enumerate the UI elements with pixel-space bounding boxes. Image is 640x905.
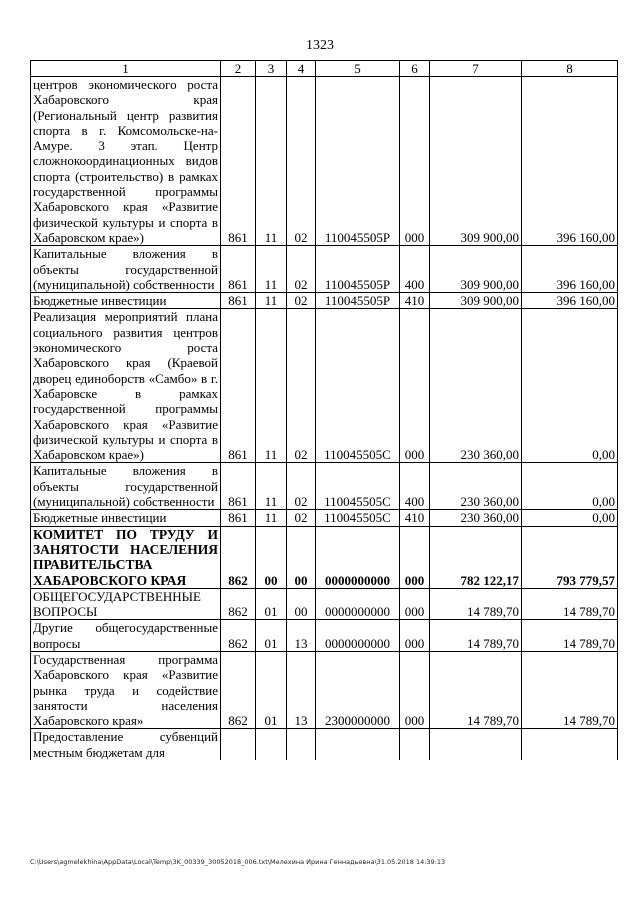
column-header: 6 [400, 61, 430, 77]
table-row-partial [31, 729, 618, 760]
page-number: 1323 [306, 38, 334, 53]
cell-subsection: 00 [287, 526, 316, 588]
cell-ministry: 861 [221, 510, 256, 526]
cell-target-article: 0000000000 [316, 620, 400, 652]
cell-subsection: 00 [287, 588, 316, 620]
cell-amount-2: 0,00 [522, 309, 618, 463]
row-name: Государственная программа Хабаровского края «Развитие рынка труда и содействие занятости населения Хабаровского края» [31, 651, 221, 728]
cell-section: 11 [256, 77, 287, 246]
cell-amount-1: 230 360,00 [430, 309, 522, 463]
cell-amount-1: 14 789,70 [430, 620, 522, 652]
row-name: Капитальные вложения в объекты государственной (муниципальной) собственности [31, 463, 221, 510]
column-header: 1 [31, 61, 221, 77]
cell-amount-1: 782 122,17 [430, 526, 522, 588]
file-path-footer: C:\Users\agmelekhina\AppData\Local\Temp\3K_00339_30052018_006.txt\Мелехина Ирина Геннадьевна\31.05.2018 14:39:13 [30, 858, 446, 866]
cell-subsection [287, 729, 316, 760]
column-header: 2 [221, 61, 256, 77]
cell-amount-2: 14 789,70 [522, 620, 618, 652]
table-row [31, 651, 618, 728]
cell-subsection: 02 [287, 309, 316, 463]
cell-amount-1: 230 360,00 [430, 510, 522, 526]
row-name: КОМИТЕТ ПО ТРУДУ И ЗАНЯТОСТИ НАСЕЛЕНИЯ ПРАВИТЕЛЬСТВА ХАБАРОВСКОГО КРАЯ [31, 526, 221, 588]
column-header: 4 [287, 61, 316, 77]
cell-amount-1: 309 900,00 [430, 293, 522, 309]
cell-target-article: 2300000000 [316, 651, 400, 728]
cell-ministry: 862 [221, 651, 256, 728]
cell-section: 11 [256, 246, 287, 293]
cell-expense-type: 400 [400, 463, 430, 510]
cell-ministry: 862 [221, 588, 256, 620]
cell-amount-1 [430, 729, 522, 760]
cell-section: 01 [256, 588, 287, 620]
cell-amount-1: 14 789,70 [430, 651, 522, 728]
cell-amount-2: 14 789,70 [522, 651, 618, 728]
column-header: 8 [522, 61, 618, 77]
cell-expense-type: 400 [400, 246, 430, 293]
row-name: Другие общегосударственные вопросы [31, 620, 221, 652]
cell-subsection: 02 [287, 510, 316, 526]
table-row [31, 246, 618, 293]
cell-subsection: 02 [287, 463, 316, 510]
cell-expense-type [400, 729, 430, 760]
cell-ministry: 862 [221, 526, 256, 588]
cell-subsection: 02 [287, 77, 316, 246]
row-name: Капитальные вложения в объекты государственной (муниципальной) собственности [31, 246, 221, 293]
row-name: Предоставление субвенций местным бюджетам для [31, 729, 221, 760]
column-header: 5 [316, 61, 400, 77]
row-name: центров экономического роста Хабаровского края (Региональный центр развития спорта в г. Комсомольске-на-Амуре. 3 этап. Центр сложнокоординационных видов спорта (строительство) в рамках государственной программы Хабаровского края «Развитие физической культуры и спорта в Хабаровском крае») [31, 77, 221, 246]
cell-section: 01 [256, 651, 287, 728]
cell-ministry: 861 [221, 309, 256, 463]
cell-section: 11 [256, 510, 287, 526]
cell-subsection: 02 [287, 246, 316, 293]
cell-amount-1: 230 360,00 [430, 463, 522, 510]
cell-expense-type: 410 [400, 293, 430, 309]
table-row [31, 588, 618, 620]
cell-ministry: 861 [221, 463, 256, 510]
cell-amount-2: 396 160,00 [522, 77, 618, 246]
row-name: ОБЩЕГОСУДАРСТВЕННЫЕ ВОПРОСЫ [31, 588, 221, 620]
header-row [31, 61, 618, 77]
row-name: Бюджетные инвестиции [31, 293, 221, 309]
cell-target-article: 110045505С [316, 510, 400, 526]
cell-target-article: 110045505С [316, 309, 400, 463]
row-name: Реализация мероприятий плана социального развития центров экономического роста Хабаровского края (Краевой дворец единоборств «Самбо» в г. Хабаровске в рамках государственной программы Хабаровского края «Развитие физической культуры и спорта в Хабаровском крае») [31, 309, 221, 463]
cell-ministry: 861 [221, 246, 256, 293]
table-row [31, 463, 618, 510]
column-header: 7 [430, 61, 522, 77]
cell-amount-1: 309 900,00 [430, 77, 522, 246]
cell-expense-type: 000 [400, 309, 430, 463]
table-row [31, 510, 618, 526]
table-row [31, 293, 618, 309]
column-header: 3 [256, 61, 287, 77]
cell-target-article: 110045505Р [316, 246, 400, 293]
cell-expense-type: 000 [400, 588, 430, 620]
cell-amount-2 [522, 729, 618, 760]
cell-ministry: 861 [221, 77, 256, 246]
cell-amount-2: 396 160,00 [522, 293, 618, 309]
table-row-total [31, 526, 618, 588]
cell-subsection: 02 [287, 293, 316, 309]
cell-target-article: 0000000000 [316, 588, 400, 620]
cell-section: 11 [256, 309, 287, 463]
table-row [31, 309, 618, 463]
cell-ministry [221, 729, 256, 760]
cell-expense-type: 410 [400, 510, 430, 526]
cell-expense-type: 000 [400, 77, 430, 246]
cell-ministry: 861 [221, 293, 256, 309]
cell-ministry: 862 [221, 620, 256, 652]
cell-expense-type: 000 [400, 526, 430, 588]
cell-amount-2: 396 160,00 [522, 246, 618, 293]
cell-target-article: 0000000000 [316, 526, 400, 588]
cell-section: 11 [256, 463, 287, 510]
budget-table [30, 60, 618, 760]
cell-expense-type: 000 [400, 620, 430, 652]
cell-section [256, 729, 287, 760]
cell-expense-type: 000 [400, 651, 430, 728]
cell-amount-2: 0,00 [522, 510, 618, 526]
table-row [31, 77, 618, 246]
cell-amount-1: 14 789,70 [430, 588, 522, 620]
cell-amount-2: 0,00 [522, 463, 618, 510]
row-name: Бюджетные инвестиции [31, 510, 221, 526]
cell-amount-2: 793 779,57 [522, 526, 618, 588]
cell-target-article: 110045505Р [316, 293, 400, 309]
cell-amount-1: 309 900,00 [430, 246, 522, 293]
cell-target-article [316, 729, 400, 760]
table-row [31, 620, 618, 652]
cell-amount-2: 14 789,70 [522, 588, 618, 620]
cell-target-article: 110045505С [316, 463, 400, 510]
cell-target-article: 110045505Р [316, 77, 400, 246]
cell-subsection: 13 [287, 620, 316, 652]
cell-subsection: 13 [287, 651, 316, 728]
cell-section: 11 [256, 293, 287, 309]
cell-section: 00 [256, 526, 287, 588]
cell-section: 01 [256, 620, 287, 652]
